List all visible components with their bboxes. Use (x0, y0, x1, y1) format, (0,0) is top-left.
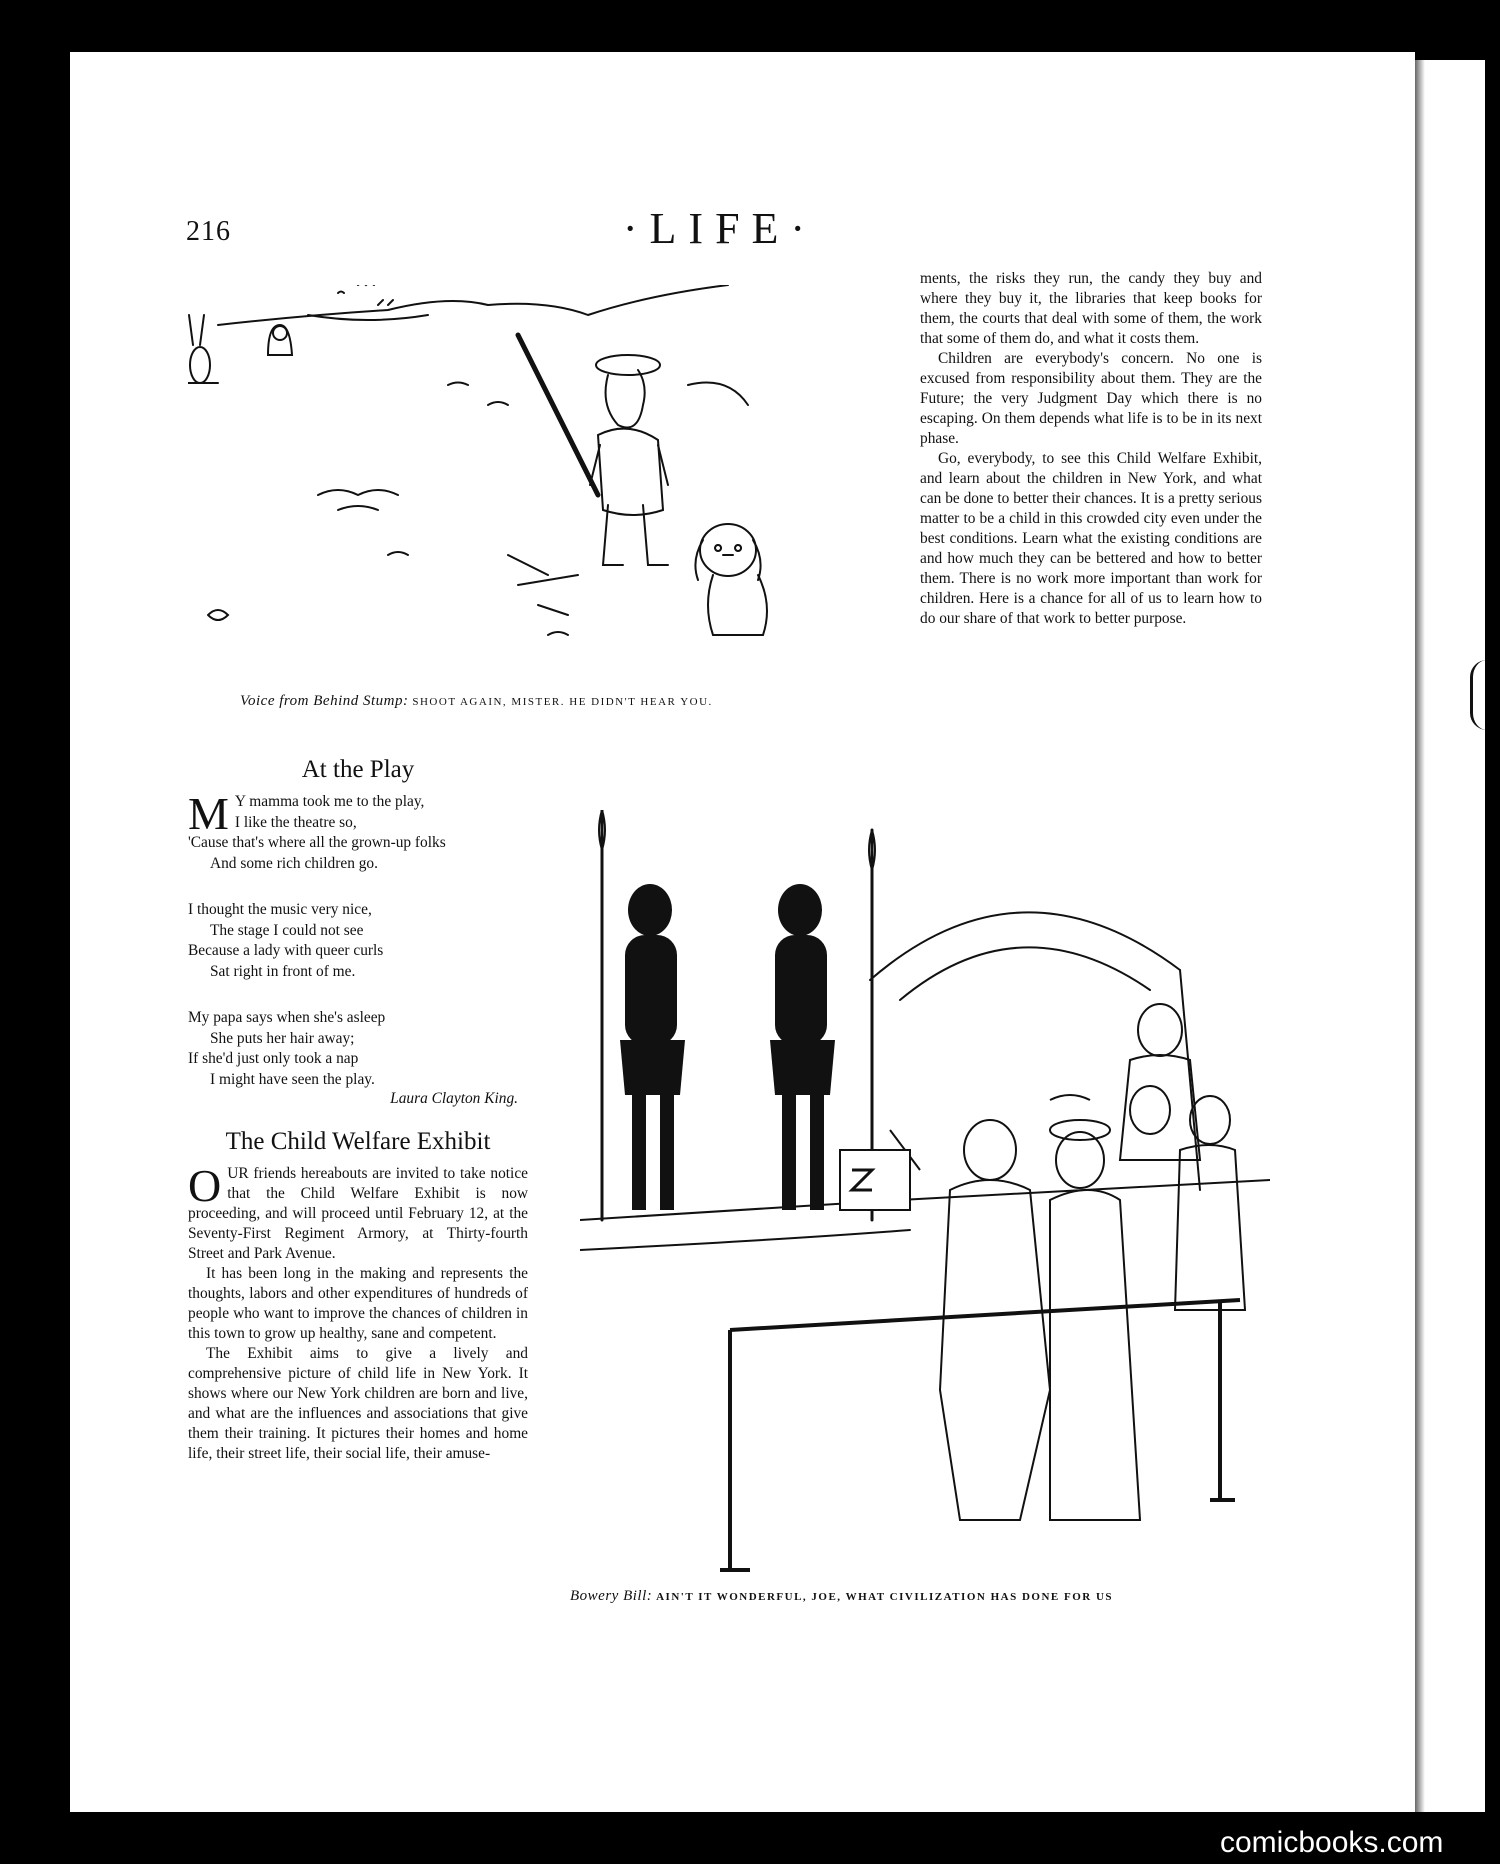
poem-line: And some rich children go. (210, 854, 378, 872)
poem-stanza (188, 900, 528, 982)
article-paragraph: Children are everybody's concern. No one is excused from responsibility about them. They are the Future; the very Judgment Day which there is no escaping. On them depends what life is to be in its next phase. (920, 350, 1262, 447)
poem-stanza (188, 1008, 528, 1090)
poem-line: I thought the music very nice, (188, 901, 372, 918)
article-paragraph: The Exhibit aims to give a lively and comprehensive picture of child life in New York. It shows where our New York children are born and live, and what are the influences and associations that give them their training. It pictures their homes and home life, their street life, their social life, their amuse- (188, 1345, 528, 1462)
bottom-cartoon-caption (570, 1588, 1270, 1605)
page-number: 216 (186, 216, 231, 247)
masthead-life: ·LIFE· (622, 204, 818, 253)
poem-stanza (188, 788, 528, 874)
poem-line: Y mamma took me to the play, (234, 793, 425, 810)
article-paragraph: It has been long in the making and represents the thoughts, labors and other expenditures of hundreds of people who want to improve the chances of children in this town to grow up healthy, sane and competent. (188, 1265, 528, 1342)
caption-text: AIN'T IT WONDERFUL, JOE, WHAT CIVILIZATION HAS DONE FOR US (656, 1591, 1114, 1603)
article-paragraph: Go, everybody, to see this Child Welfare Exhibit, and learn about the children in New York, and what can be done to better their chances. It is a pretty serious matter to be a child in this crowded city even under the best conditions. Learn what the existing conditions are and how much they can be bettered and how to better them. There is no work more important than work for children. Here is a chance for all of us to learn how to do our share of that work to better purpose. (920, 450, 1262, 627)
poem-line: I like the theatre so, (234, 813, 357, 831)
article-continuation-column (920, 269, 1262, 629)
article-paragraph: OUR friends hereabouts are invited to take notice that the Child Welfare Exhibit is now proceeding, and will proceed until February 12, at the Seventy-First Regiment Armory, at Thirty-fourth Street and Park Avenue. (188, 1160, 528, 1262)
poem-line: She puts her hair away; (210, 1029, 355, 1047)
article-body (188, 1160, 528, 1464)
poem-line: I might have seen the play. (210, 1070, 375, 1088)
caption-speaker: Bowery Bill: (570, 1588, 653, 1604)
poem-line: Because a lady with queer curls (188, 942, 384, 959)
poem-line: 'Cause that's where all the grown-up folks (188, 834, 446, 851)
poem-title: At the Play (301, 756, 415, 783)
site-watermark: comicbooks.com (1220, 1826, 1444, 1859)
cartoon-boy-with-gun (188, 285, 896, 675)
article-title: The Child Welfare Exhibit (225, 1128, 491, 1155)
poem-body (188, 788, 528, 1090)
poem-line: Sat right in front of me. (210, 962, 356, 980)
top-cartoon-caption (240, 693, 890, 710)
facing-page-edge (1415, 60, 1485, 1812)
article-dropcap: O (188, 1160, 222, 1211)
caption-text: SHOOT AGAIN, MISTER. HE DIDN'T HEAR YOU. (412, 696, 713, 708)
article-paragraph: ments, the risks they run, the candy they buy and where they buy it, the libraries that keep books for them, the courts that deal with some of them, the work that some of them do, and what it costs them. (920, 270, 1262, 347)
poem-dropcap: M (188, 788, 229, 839)
poem-line: If she'd just only took a nap (188, 1050, 359, 1067)
poem-line: The stage I could not see (210, 921, 364, 939)
cartoon-exhibit-scene (580, 810, 1270, 1580)
left-text-column (188, 756, 528, 1464)
poem-line: My papa says when she's asleep (188, 1009, 386, 1026)
caption-speaker: Voice from Behind Stump: (240, 693, 409, 709)
poem-author: Laura Clayton King. (390, 1090, 518, 1107)
